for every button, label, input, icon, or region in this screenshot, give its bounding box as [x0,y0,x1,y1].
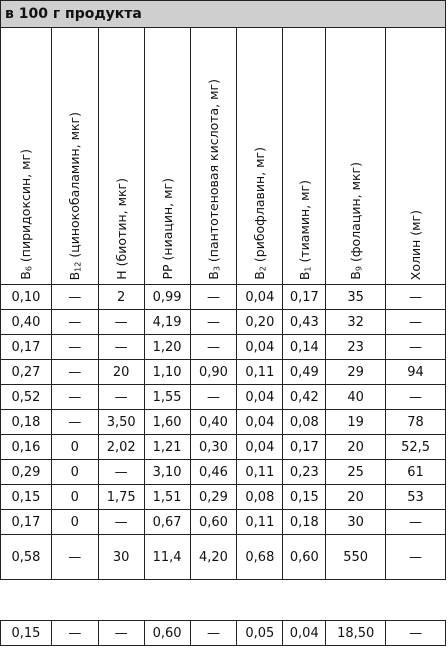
column-header-main: B [67,271,83,280]
column-header-sub: 6 [24,266,34,272]
column-header-sub: 2 [258,266,268,272]
extra-table [0,620,446,646]
table-cell: 32 [326,310,386,335]
table-cell: 550 [326,535,386,580]
table-row [1,485,446,510]
column-header [51,28,98,285]
table-cell: 0 [51,435,98,460]
table-cell: 29 [326,360,386,385]
column-header [386,28,446,285]
table-cell: 0,27 [1,360,52,385]
column-header [326,28,386,285]
table-cell: 0 [51,510,98,535]
table-cell: 4,20 [190,535,237,580]
table-cell: 0 [51,460,98,485]
table-cell: — [98,335,144,360]
table-body [1,285,446,580]
table-row [1,285,446,310]
table-cell: 0,40 [1,310,52,335]
column-header-label [297,174,313,280]
table-cell: 0,90 [190,360,237,385]
table-cell: 61 [386,460,446,485]
table-cell: — [51,285,98,310]
table-cell: 0,15 [1,621,52,646]
table-row [1,360,446,385]
table-cell: 0,04 [237,335,283,360]
table-cell: — [98,460,144,485]
table-cell: 1,20 [144,335,190,360]
table-cell: 0,18 [283,510,326,535]
table-cell: 0,15 [283,485,326,510]
table-cell: — [51,335,98,360]
table-cell: 20 [326,435,386,460]
column-header-label [114,172,129,280]
table-cell: 52,5 [386,435,446,460]
column-header-main: B [205,271,221,280]
table-cell: 0,29 [1,460,52,485]
table-cell: 3,50 [98,410,144,435]
table-row [1,435,446,460]
table-cell: 11,4 [144,535,190,580]
table-cell: 0,17 [283,435,326,460]
table-cell: 0,15 [1,485,52,510]
table-cell: 78 [386,410,446,435]
table-cell: 1,10 [144,360,190,385]
column-header-sub: 12 [73,261,83,272]
column-header-rest: (рибофлавин, мг) [252,147,268,267]
table-cell: — [386,310,446,335]
table-cell: 0,04 [237,385,283,410]
table-row [1,510,446,535]
table-cell: 0,99 [144,285,190,310]
column-header-rest: (пиридоксин, мг) [18,149,34,267]
header-row [1,28,446,285]
table-cell: 18,50 [326,621,386,646]
table-cell: 0,29 [190,485,237,510]
table-cell: 20 [98,360,144,385]
table-cell: — [98,310,144,335]
table-cell: 0,30 [190,435,237,460]
table-cell: — [386,621,446,646]
table-cell: 2,02 [98,435,144,460]
table-cell: — [386,385,446,410]
column-header-rest: (пантотеновая кислота, мг) [205,79,221,267]
table-row [1,385,446,410]
table-row [1,460,446,485]
table-cell: 0,14 [283,335,326,360]
table-cell: 0,23 [283,460,326,485]
table-cell: 0,04 [237,410,283,435]
table-cell: 23 [326,335,386,360]
table-cell: — [386,285,446,310]
table-cell: 0,60 [190,510,237,535]
table-cell: — [51,410,98,435]
table-cell: 0,05 [237,621,283,646]
table-row [1,335,446,360]
table-cell: 0,17 [283,285,326,310]
table-cell: 25 [326,460,386,485]
table-row [1,410,446,435]
column-header-rest: (фолацин, мкг) [347,162,363,267]
table-cell: 0,68 [237,535,283,580]
table-cell: 94 [386,360,446,385]
table-cell: 0,11 [237,360,283,385]
column-header-rest: (тиамин, мг) [296,179,312,267]
column-header [144,28,190,285]
table-cell: 0,60 [144,621,190,646]
table-cell: — [190,285,237,310]
table-cell: 0,42 [283,385,326,410]
table-cell: — [51,535,98,580]
table-cell: 0,43 [283,310,326,335]
table-cell: 1,51 [144,485,190,510]
table-cell: 2 [98,285,144,310]
table-cell: 0,10 [1,285,52,310]
table-cell: 0,67 [144,510,190,535]
table-cell: 1,60 [144,410,190,435]
table-cell: 1,21 [144,435,190,460]
table-cell: — [98,621,144,646]
column-header-label [67,106,83,280]
table-cell: 0,11 [237,460,283,485]
table-cell: 20 [326,485,386,510]
table-cell: 0,49 [283,360,326,385]
table-row [1,535,446,580]
column-header-label [408,204,423,280]
table-cell: 0,04 [237,285,283,310]
column-header-main: PP (ниацин, мг) [159,178,175,280]
column-header-label [252,141,268,280]
table-cell: — [98,385,144,410]
column-header-rest: (цинокобаламин, мкг) [67,111,83,262]
table-cell: — [51,360,98,385]
column-header-main: B [252,271,268,280]
column-header-sub: 1 [303,266,313,272]
table-cell: — [386,535,446,580]
column-header-main: Холин (мг) [408,209,424,280]
table-cell: — [386,335,446,360]
table-cell: 30 [98,535,144,580]
table-cell: — [190,310,237,335]
column-header [283,28,326,285]
table-cell: 1,75 [98,485,144,510]
column-header-label [18,143,34,280]
table-cell: — [51,310,98,335]
table-cell: 0,08 [283,410,326,435]
table-cell: 0,04 [237,435,283,460]
table-cell: 0,40 [190,410,237,435]
table-cell: — [190,621,237,646]
table-cell: 0,17 [1,335,52,360]
table-cell: — [51,385,98,410]
table-cell: — [190,335,237,360]
table-cell: 30 [326,510,386,535]
table-cell: 3,10 [144,460,190,485]
table-cell: 0,17 [1,510,52,535]
column-header [237,28,283,285]
column-header-main: H (биотин, мкг) [113,178,129,280]
column-header-label [348,156,364,280]
table-cell: 0,46 [190,460,237,485]
column-header-sub: 9 [354,266,364,272]
table-cell: 0,16 [1,435,52,460]
table-row [1,310,446,335]
table-cell: 0 [51,485,98,510]
column-header [1,28,52,285]
column-header-main: B [18,271,34,280]
table-title: в 100 г продукта [0,0,446,28]
column-header-main: B [347,271,363,280]
column-header-main: B [296,271,312,280]
table-cell: 0,18 [1,410,52,435]
table-cell: 4,19 [144,310,190,335]
column-header-label [206,73,222,280]
vitamin-table [0,27,446,580]
column-header [190,28,237,285]
table-cell: 0,60 [283,535,326,580]
table-cell: 0,08 [237,485,283,510]
table-cell: 0,58 [1,535,52,580]
table-cell: 0,04 [283,621,326,646]
table-cell: 0,52 [1,385,52,410]
table-cell: 35 [326,285,386,310]
table-row [1,621,446,646]
table-cell: 40 [326,385,386,410]
table-cell: 0,11 [237,510,283,535]
column-header-sub: 3 [212,266,222,272]
table-cell: 0,20 [237,310,283,335]
column-header-label [160,172,175,280]
table-cell: — [386,510,446,535]
table-cell: — [51,621,98,646]
table-cell: 53 [386,485,446,510]
table-cell: 19 [326,410,386,435]
column-header [98,28,144,285]
table-cell: 1,55 [144,385,190,410]
table-cell: — [98,510,144,535]
table-cell: — [190,385,237,410]
